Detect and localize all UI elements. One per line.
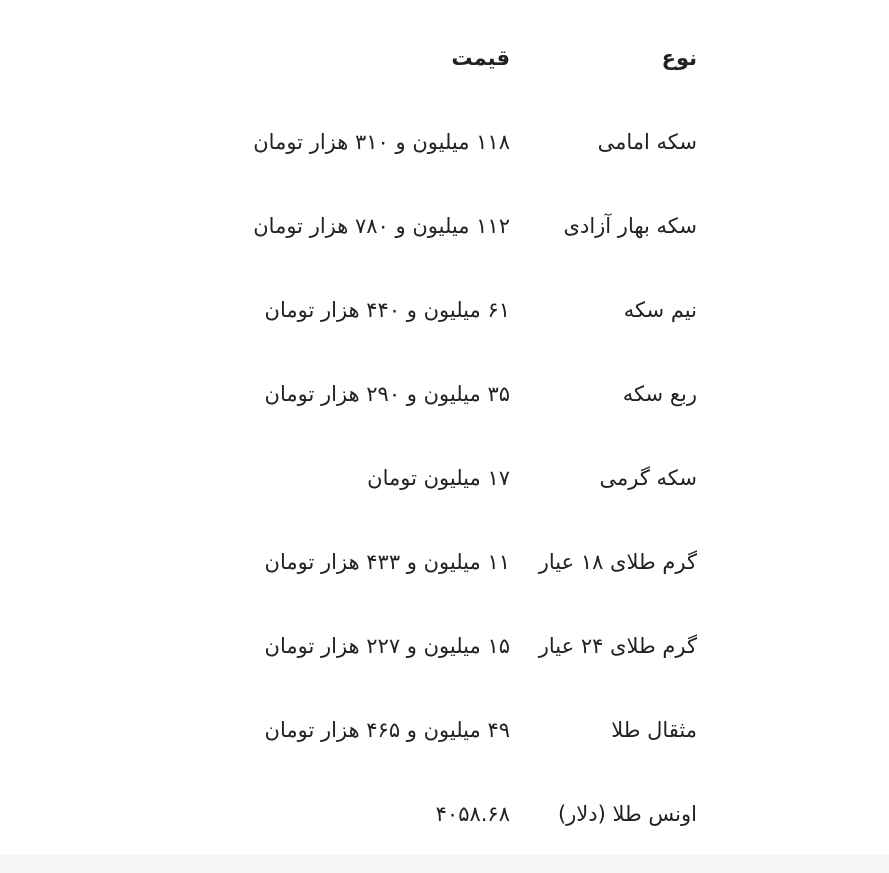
row-price: ۱۱۲ میلیون و ۷۸۰ هزار تومان <box>253 214 510 238</box>
table-row <box>253 604 697 688</box>
gold-price-table <box>253 16 697 856</box>
table-row <box>253 772 697 856</box>
row-price: ۳۵ میلیون و ۲۹۰ هزار تومان <box>264 382 510 406</box>
row-type: اونس طلا (دلار) <box>557 802 697 826</box>
header-price: قیمت <box>451 46 510 70</box>
header-type: نوع <box>661 46 697 70</box>
row-type: سکه بهار آزادی <box>563 214 697 238</box>
row-price: ۶۱ میلیون و ۴۴۰ هزار تومان <box>264 298 510 322</box>
row-price: ۱۱۸ میلیون و ۳۱۰ هزار تومان <box>253 130 510 154</box>
row-type: سکه امامی <box>597 130 697 154</box>
table-header-row <box>253 16 697 100</box>
table-row <box>253 184 697 268</box>
row-price: ۱۵ میلیون و ۲۲۷ هزار تومان <box>264 634 510 658</box>
table-row <box>253 352 697 436</box>
row-price: ۱۷ میلیون تومان <box>367 466 510 490</box>
row-price: ۴۹ میلیون و ۴۶۵ هزار تومان <box>264 718 510 742</box>
row-price: ۴۰۵۸.۶۸ <box>435 802 510 826</box>
row-type: نیم سکه <box>623 298 697 322</box>
table-row <box>253 688 697 772</box>
table-row <box>253 268 697 352</box>
row-type: سکه گرمی <box>599 466 697 490</box>
row-type: گرم طلای ۲۴ عیار <box>538 634 697 658</box>
row-price: ۱۱ میلیون و ۴۳۳ هزار تومان <box>264 550 510 574</box>
row-type: مثقال طلا <box>611 718 697 742</box>
row-type: گرم طلای ۱۸ عیار <box>538 550 697 574</box>
row-type: ربع سکه <box>622 382 697 406</box>
table-row <box>253 436 697 520</box>
table-row <box>253 520 697 604</box>
table-row <box>253 100 697 184</box>
page-bottom-divider <box>0 855 889 873</box>
